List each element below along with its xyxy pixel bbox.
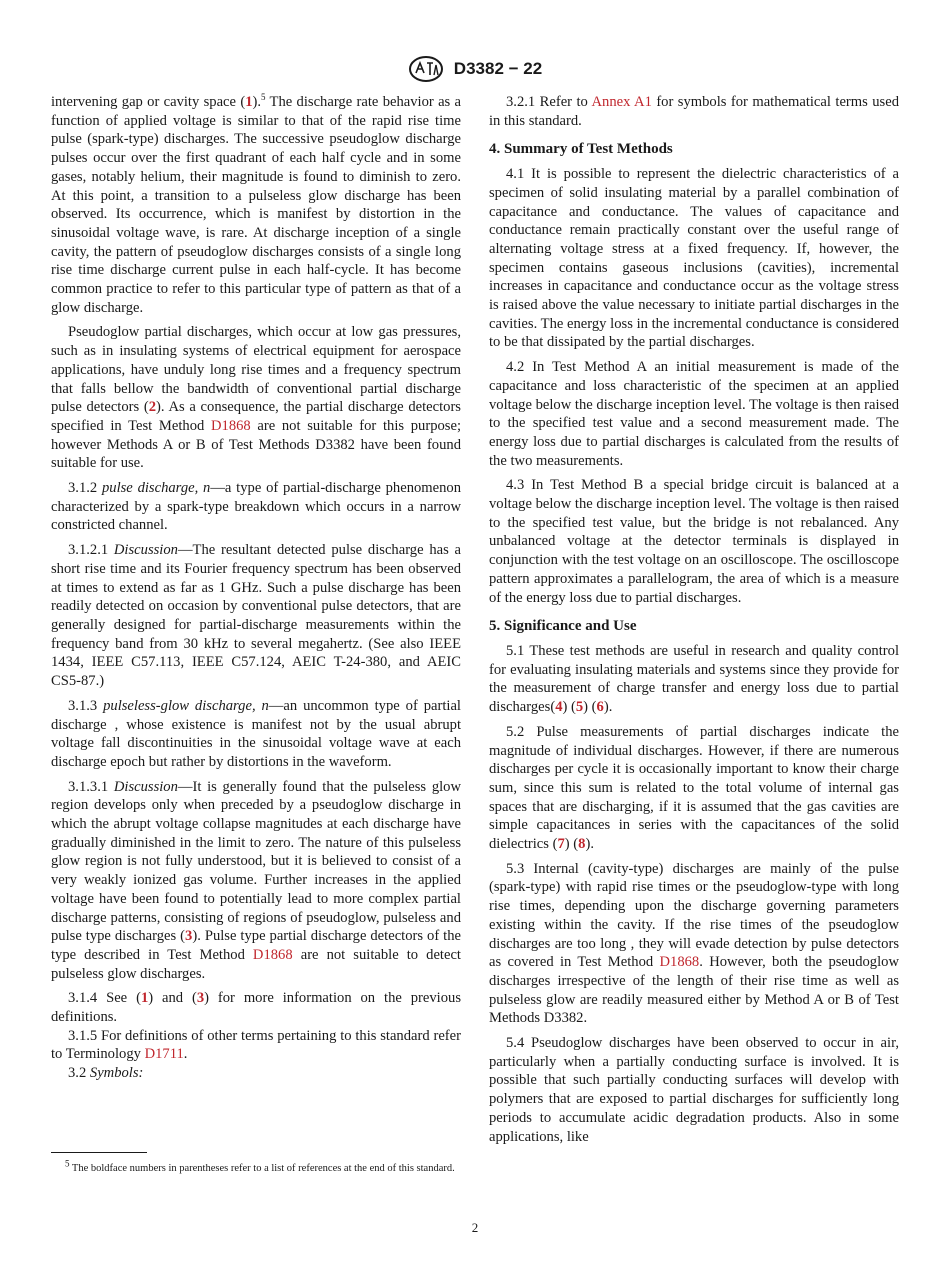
paragraph-see-references: 3.1.4 See (1) and (3) for more information on the previous definitions. bbox=[51, 990, 462, 1026]
reference-link[interactable]: 5 bbox=[575, 699, 584, 716]
paragraph-4-3: 4.3 In Test Method B a special bridge circuit is balanced at a voltage below the discharge inception level. The voltage is then raised to the specified test value, but the bridge is not rebalanced. Any unbalanced voltage at the detector terminals is displayed in conjunction with the test voltage on an oscilloscope. The oscilloscope pattern approximates a parallelogram, the area of which is a measure of the energy loss due to partial discharges. bbox=[489, 477, 899, 606]
standard-link[interactable]: D1868 bbox=[659, 954, 700, 971]
reference-link[interactable]: 3 bbox=[196, 990, 205, 1007]
footnote-marker[interactable]: 5 bbox=[261, 92, 266, 103]
footnote-text: The boldface numbers in parentheses refer to a list of references at the end of this standard. bbox=[69, 1163, 455, 1174]
reference-link[interactable]: 3 bbox=[185, 928, 193, 945]
footnote bbox=[51, 1158, 461, 1176]
standard-link[interactable]: D1711 bbox=[144, 1046, 184, 1063]
reference-link[interactable]: 6 bbox=[596, 699, 604, 716]
paragraph-pseudoglow: Pseudoglow partial discharges, which occur at low gas pressures, such as in insulating systems of electrical equipment for aerospace applications, have unduly long rise times and a frequency spectrum that falls bellow the bandwidth of conventional partial discharge pulse detectors (2). As a consequence, the partial discharge detectors specified in Test Method D1868 are not suitable for this purpose; however Methods A or B of Test Methods D3382 have been found suitable for use. bbox=[51, 324, 461, 472]
reference-link[interactable]: 2 bbox=[148, 399, 157, 416]
paragraph-5-2: 5.2 Pulse measurements of partial discharges indicate the magnitude of individual discharges. However, if there are numerous discharges per cycle it is occasionally important to know their charge sum, since this sum is related to the total volume of internal gas spaces that are discharging, if it is assumed that the gas cavities are simple capacitances in series with the capacitances of the solid dielectrics (7) (8). bbox=[489, 723, 899, 853]
paragraph-5-3: 5.3 Internal (cavity-type) discharges are mainly of the pulse (spark-type) with rapid rise times or the pseudoglow-type with long rise times, depending upon the discharge governing parameters existing within the cavity. If the rise times of the pseudoglow discharges are too long , they will evade detection by pulse detectors as covered in Test Method D1868. However, both the pseudoglow discharges irrespective of the length of their rise time as well as pulseless glow are readily measured either by Method A or B of Test Methods D3382. bbox=[489, 860, 899, 1027]
section-heading-summary: 4. Summary of Test Methods bbox=[489, 141, 673, 158]
paragraph-5-1: 5.1 These test methods are useful in research and quality control for evaluating insulating materials and systems since they provide for the measurement of charge transfer and energy loss due to partial discharges(4) (5) (6). bbox=[489, 642, 899, 716]
reference-link[interactable]: 8 bbox=[578, 836, 586, 853]
paragraph-4-1: 4.1 It is possible to represent the dielectric characteristics of a specimen of solid insulating material by a parallel combination of capacitance and conductance. The values of capacitance and conductance remain practically constant over the useful range of alternating voltage stress at a fixed frequency. If, however, the specimen contains gaseous inclusions (cavities), incremental increases in capacitance and conductance occur as the voltage stress is raised above the value necessary to initiate partial discharges in the cavities. The energy loss in the incremental conductance is considered to be that dissipated by the partial discharges. bbox=[489, 166, 899, 351]
paragraph-5-4: 5.4 Pseudoglow discharges have been observed to occur in air, particularly when a partially conducting surface is involved. It is possible that such partially conducting surfaces will develop with polymers that are exposed to partial discharges for sufficiently long periods to accumulate acidic degradation products. Also in some applications, like bbox=[489, 1035, 899, 1145]
left-column bbox=[51, 93, 461, 1089]
paragraph-symbols: 3.2 Symbols: bbox=[68, 1065, 144, 1082]
reference-link[interactable]: 1 bbox=[140, 990, 149, 1007]
paragraph-cavity-intro: intervening gap or cavity space (1).$^5$ The discharge rate behavior as a function of applied voltage is similar to that of the rapid rise time pulse (spark-type) discharges. The successive pseudoglow discharge pulses occur over the first quadrant of each half cycle and in some gases, notably helium, their magnitude is found to diminish to zero. At this point, a transition to a pulseless glow discharge has been observed. Its occurrence, which is manifest by distortion in the sinusoidal voltage wave, is rare. At discharge inception of a single cavity, the pattern of pseudoglow discharges consists of a single long rise time discharge current pulse in each half-cycle. It has become common practice to refer to this particular type of pattern as that of a glow discharge. bbox=[51, 92, 462, 316]
paragraph-terminology: 3.1.5 For definitions of other terms pertaining to this standard refer to Terminology D1711. bbox=[51, 1027, 461, 1063]
reference-link[interactable]: 1 bbox=[245, 94, 253, 110]
document-designation: D3382 − 22 bbox=[453, 59, 543, 78]
page-header bbox=[0, 55, 950, 85]
definition-pulse-discharge: 3.1.2 pulse discharge, n—a type of partial-discharge phenomenon characterized by a spark-type breakdown which occurs in a narrow constricted channel. bbox=[51, 480, 462, 534]
paragraph-4-2: 4.2 In Test Method A an initial measurement is made of the capacitance and loss characteristic of the specimen at an applied voltage below the discharge inception level. The voltage is then raised to the specified test value and a second measurement made. The energy loss due to partial discharges is calculated from the results of the two measurements. bbox=[489, 359, 899, 469]
standard-link[interactable]: D1868 bbox=[210, 417, 251, 434]
reference-link[interactable]: 4 bbox=[555, 699, 563, 716]
footnote-mark: 5 bbox=[65, 1158, 70, 1169]
standard-link[interactable]: D1868 bbox=[252, 946, 293, 963]
definition-pulseless-glow: 3.1.3 pulseless-glow discharge, n—an uncommon type of partial discharge , whose existence is manifest not by the usual abrupt voltage fall discontinuities in the sinusoidal voltage wave at each discharge epoch but rather by distortions in the waveform. bbox=[51, 697, 461, 770]
discussion-pulseless-glow: 3.1.3.1 Discussion—It is generally found that the pulseless glow region develops only when preceded by a pseudoglow discharge in which the abrupt voltage collapse magnitudes at each discharge have gradually diminished in the limit to zero. The nature of this pulseless glow region is not fully understood, but it is believed to consist of a very weakly ionized gas volume. Further increases in the applied voltage have been found to potentially lead to more complex partial discharge patterns, consisting of regions of pseudoglow, pulseless and pulse type discharges (3). Pulse type partial discharge detectors of the type described in Test Method D1868 are not suitable to detect pulseless glow discharges. bbox=[51, 778, 462, 982]
paragraph-annex-ref: 3.2.1 Refer to Annex A1 for symbols for mathematical terms used in this standard. bbox=[489, 94, 900, 129]
page-number: 2 bbox=[471, 1220, 479, 1235]
annex-link[interactable]: Annex A1 bbox=[591, 94, 652, 110]
section-heading-significance: 5. Significance and Use bbox=[489, 618, 637, 635]
astm-logo-icon bbox=[408, 55, 444, 83]
discussion-pulse-discharge: 3.1.2.1 Discussion—The resultant detected pulse discharge has a short rise time and its Fourier frequency spectrum has been observed at times to extend as far as 1 GHz. Such a pulse discharge has been readily detected on occasion by conventional pulse detectors, that are generally designed for partial-discharge measurements within the frequency band from 30 kHz to several megahertz. (See also IEEE 1434, IEEE C57.113, IEEE C57.124, AEIC T-24-380, and AEIC CS5-87.) bbox=[51, 542, 461, 690]
footnote-divider bbox=[51, 1152, 147, 1153]
right-column bbox=[489, 93, 899, 1152]
reference-link[interactable]: 7 bbox=[557, 836, 565, 853]
